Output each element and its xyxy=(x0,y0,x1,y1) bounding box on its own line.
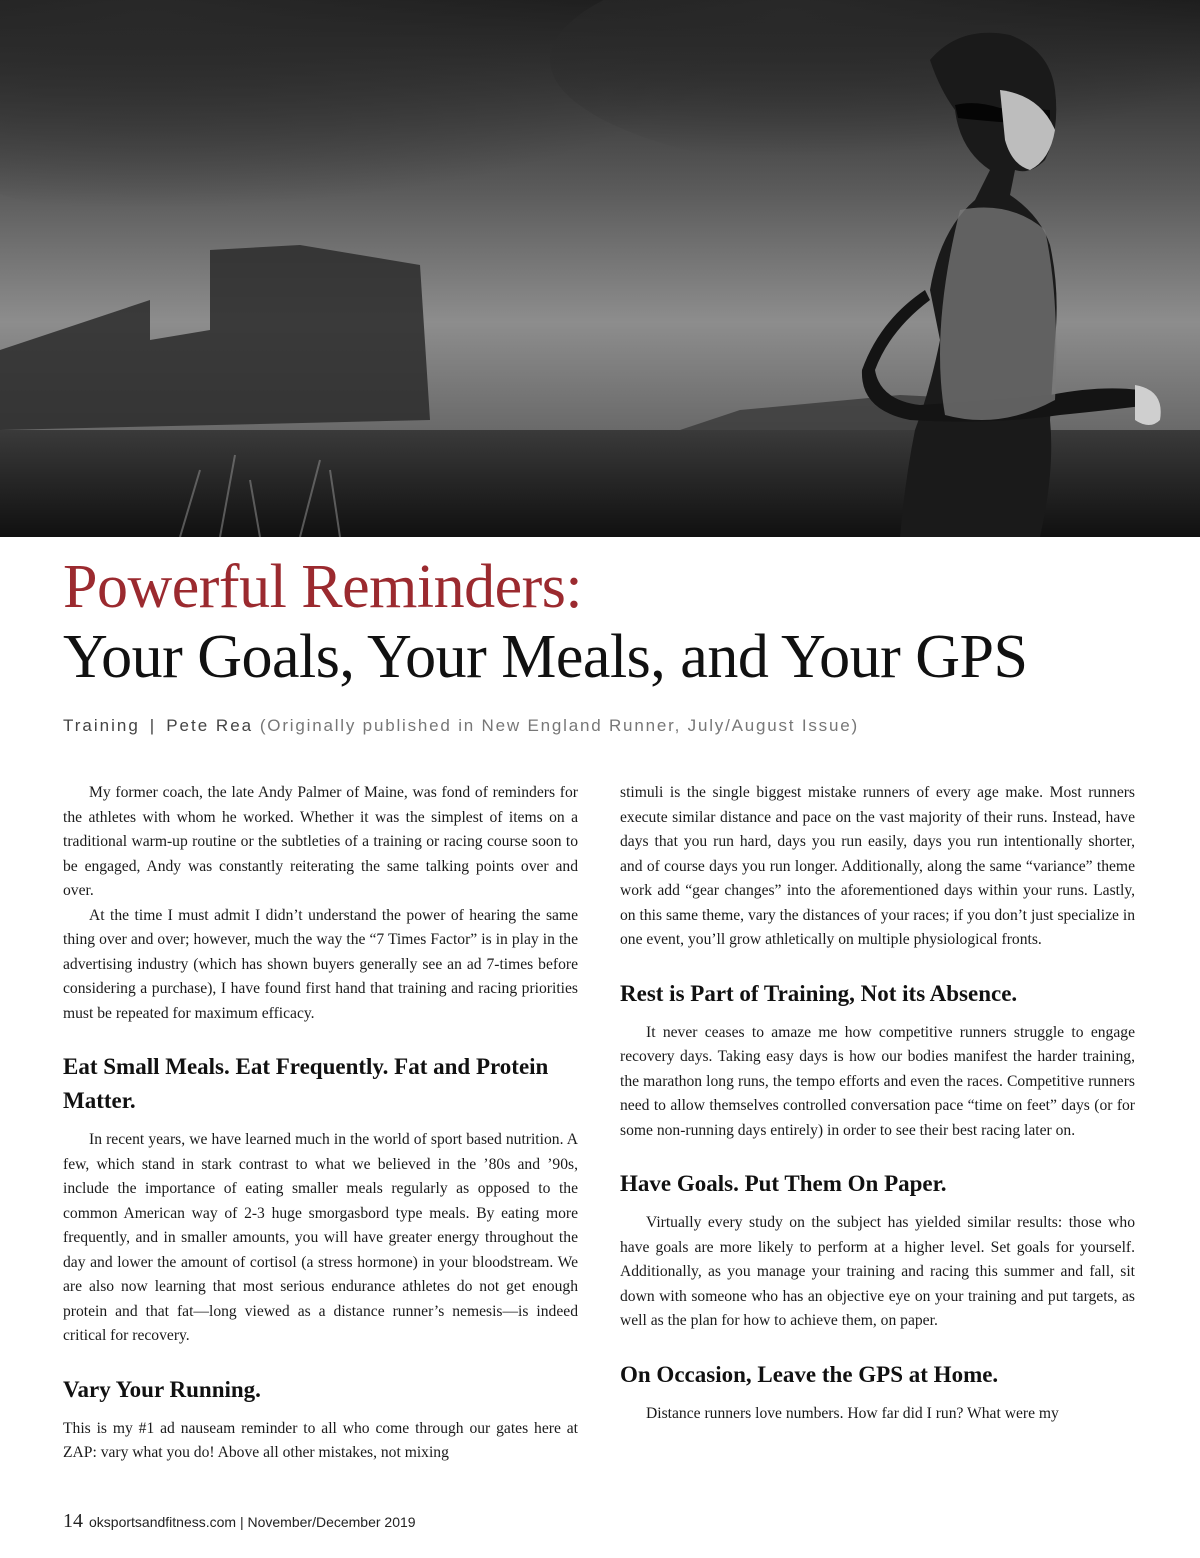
section-heading: Vary Your Running. xyxy=(63,1376,261,1402)
page-footer xyxy=(63,1510,416,1533)
byline-separator: | xyxy=(149,716,157,735)
title-line-1: Powerful Reminders: xyxy=(63,553,583,621)
paragraph: It never ceases to amaze me how competitive runners struggle to engage recovery days. Taking easy days is how our bodies manifest the harder training, the marathon long runs, the tempo efforts and even the races. Competitive runners need to allow themselves controlled conversation pace “time on feet” days (or for some non-running days entirely) in order to see their best racing later on. xyxy=(620,1023,1135,1139)
section-heading: Have Goals. Put Them On Paper. xyxy=(620,1171,947,1196)
category-label: Training xyxy=(63,716,140,735)
section-heading: Eat Small Meals. Eat Frequently. Fat and Protein Matter. xyxy=(63,1054,549,1113)
footer-text: oksportsandfitness.com | November/December 2019 xyxy=(89,1514,416,1530)
hero-photo xyxy=(0,0,1200,537)
paragraph: stimuli is the single biggest mistake runners of every age make. Most runners execute similar distance and pace on the vast majority of their runs. Instead, have days that you run hard, days you run easily, days you run intentionally shorter, and of course days you run longer. Additionally, along the same “variance” theme work add “gear changes” into the aforementioned days within your runs. Lastly, on this same theme, vary the distances of your races; if you don’t just specialize in one event, you’ll grow athletically on multiple physiological fronts. xyxy=(620,784,1135,948)
left-column xyxy=(63,781,578,1466)
section-heading: On Occasion, Leave the GPS at Home. xyxy=(620,1361,999,1387)
page-number: 14 xyxy=(63,1510,83,1532)
publication-note: (Originally published in New England Runner, July/August Issue) xyxy=(259,716,859,735)
paragraph: In recent years, we have learned much in the world of sport based nutrition. A few, which stand in stark contrast to what we believed in the ’80s and ’90s, include the importance of eating smaller meals regularly as opposed to the common American way of 2-3 huge smorgasbord type meals. By eating more frequently, and in smaller amounts, you will have greater energy throughout the day and lower the amount of cortisol (a stress hormone) in your bloodstream. We are also now learning that most serious endurance athletes do not get enough protein and that fat—long viewed as a distance runner’s nemesis—is indeed critical for recovery. xyxy=(63,1131,578,1344)
section-heading: Rest is Part of Training, Not its Absence. xyxy=(620,980,1018,1006)
paragraph: At the time I must admit I didn’t understand the power of hearing the same thing over and over; however, much the way the “7 Times Factor” is in play in the advertising industry (which has shown buyers generally see an ad 7-times before considering a purchase), I have found first hand that training and racing priorities must be repeated for maximum efficacy. xyxy=(63,906,578,1022)
paragraph: This is my #1 ad nauseam reminder to all who come through our gates here at ZAP: vary what you do! Above all other mistakes, not mixing xyxy=(63,1419,578,1461)
paragraph: My former coach, the late Andy Palmer of Maine, was fond of reminders for the athletes with whom he worked. Whether it was the simplest of items on a traditional warm-up routine or the subtleties of a training or racing course soon to be engaged, Andy was constantly reiterating the same talking points over and over. xyxy=(63,784,578,899)
title-line-2: Your Goals, Your Meals, and Your GPS xyxy=(63,623,1028,691)
article-title xyxy=(63,552,1163,692)
byline xyxy=(63,716,859,736)
paragraph: Distance runners love numbers. How far did I run? What were my xyxy=(646,1404,1059,1422)
right-column xyxy=(620,781,1135,1426)
paragraph: Virtually every study on the subject has yielded similar results: those who have goals are more likely to perform at a higher level. Set goals for yourself. Additionally, as you manage your training and racing this summer and fall, sit down with someone who has an objective eye on your training and put targets, as well as the plan for how to achieve them, on paper. xyxy=(620,1214,1135,1329)
author-name: Pete Rea xyxy=(166,716,254,735)
runner-photo-illustration xyxy=(0,0,1200,537)
